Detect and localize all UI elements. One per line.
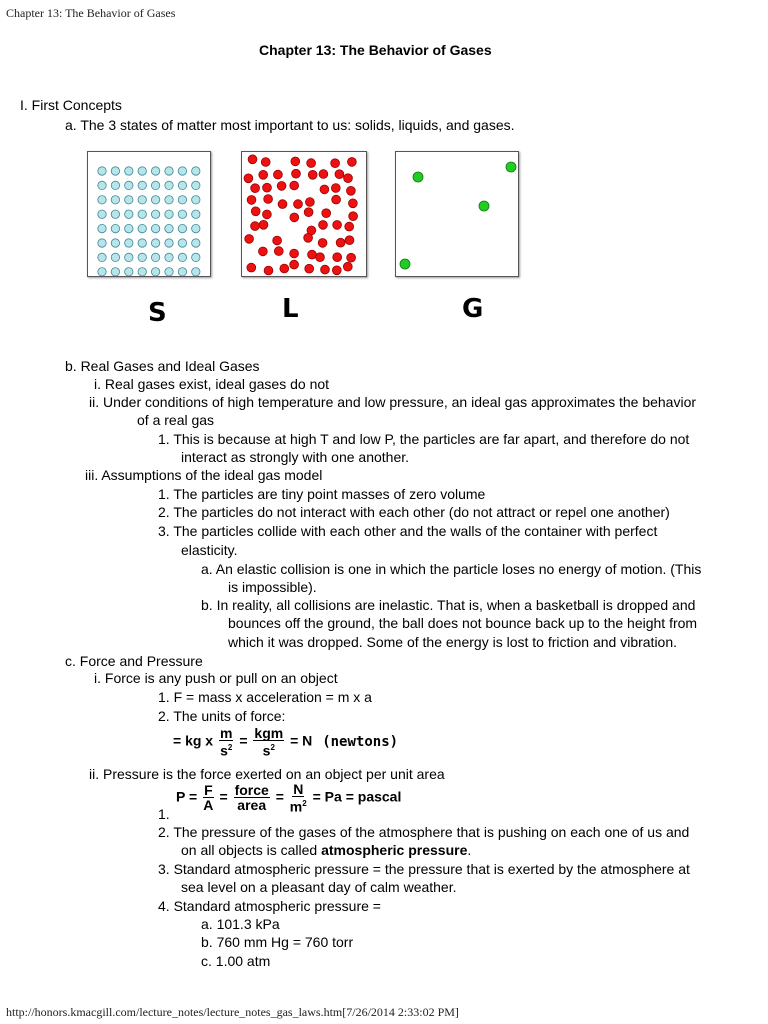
solid-particle (111, 239, 119, 247)
liquid-particle (333, 221, 342, 230)
liquid-particles-diagram (242, 152, 366, 276)
den-base: s (220, 742, 228, 759)
solid-particle (178, 181, 186, 189)
solid-particle (151, 253, 159, 261)
solid-particle (192, 268, 200, 276)
solid-particle (125, 181, 133, 189)
liquid-particle (290, 181, 299, 190)
solid-particle (98, 210, 106, 218)
liquid-particle (274, 247, 283, 256)
liquid-particle (349, 212, 358, 221)
numerator: kgm (254, 725, 284, 741)
list-item: i. Real gases exist, ideal gases do not (94, 376, 330, 392)
gas-particle (400, 259, 410, 269)
liquid-particle (259, 220, 268, 229)
liquid-particle (347, 186, 356, 195)
liquid-particle (304, 208, 313, 217)
solid-particle (111, 196, 119, 204)
den-base: m (289, 798, 303, 815)
liquid-particle (345, 236, 354, 245)
exponent: 2 (302, 799, 307, 808)
eq-term-n: N (302, 732, 313, 749)
list-item: 2. The pressure of the gases of the atmosphere that is pushing on each one of us and (158, 824, 690, 840)
liquid-particle (259, 247, 268, 256)
solid-particle (192, 196, 200, 204)
list-item: 1. The particles are tiny point masses of zero volume (158, 486, 486, 502)
denominator (220, 741, 232, 758)
liquid-particle (251, 184, 260, 193)
den-base: s (262, 742, 271, 759)
solid-particle (138, 253, 146, 261)
solid-particle (125, 253, 133, 261)
denominator: A (203, 797, 214, 814)
liquid-particle (322, 209, 331, 218)
fraction-n-over-m2 (290, 782, 307, 814)
page-header-label: Chapter 13: The Behavior of Gases (6, 6, 176, 20)
exponent: 2 (270, 743, 275, 752)
solid-particle (165, 210, 173, 218)
liquid-particle (307, 159, 316, 168)
gas-particle (506, 162, 516, 172)
list-item-number: 1. (158, 806, 170, 822)
list-item: 2. The particles do not interact with each other (do not attract or repel one another) (158, 504, 670, 520)
solid-particle (165, 181, 173, 189)
denominator (263, 741, 275, 758)
solid-particle (125, 196, 133, 204)
solid-particle (111, 268, 119, 276)
liquid-particle (263, 183, 272, 192)
liquid-particle (308, 250, 317, 259)
liquid-particle (277, 182, 286, 191)
fraction-f-over-a (203, 783, 214, 812)
solid-particle (138, 167, 146, 175)
list-item: 2. The units of force: (158, 708, 286, 724)
solid-particle (178, 167, 186, 175)
solid-particle (165, 224, 173, 232)
liquid-label: L (282, 294, 299, 324)
liquid-particle (344, 174, 353, 183)
solid-particle (178, 253, 186, 261)
solid-particle (178, 210, 186, 218)
solid-particle (138, 268, 146, 276)
liquid-particle (248, 155, 257, 164)
force-units-equation (173, 726, 398, 758)
solid-particle (151, 210, 159, 218)
liquid-particle (349, 199, 358, 208)
list-item: 1. F = mass x acceleration = m x a (158, 689, 372, 705)
solid-particle (125, 268, 133, 276)
eq-pascal-label: pascal (357, 788, 402, 805)
list-item-continuation: which it was dropped. Some of the energy is lost to friction and vibration. (228, 634, 678, 650)
liquid-particle (332, 195, 341, 204)
pressure-equation (176, 782, 401, 814)
solid-particle (165, 196, 173, 204)
liquid-particle (305, 264, 314, 273)
liquid-particle (290, 260, 299, 269)
list-item-continuation: sea level on a pleasant day of calm weather. (181, 879, 457, 895)
liquid-particle (264, 195, 273, 204)
list-item: b. In reality, all collisions are inelastic. That is, when a basketball is dropped and (201, 597, 696, 613)
liquid-particle (247, 263, 256, 272)
liquid-particle (261, 158, 270, 167)
list-item: ii. Pressure is the force exerted on an object per unit area (89, 766, 445, 782)
liquid-particle-box (241, 151, 367, 277)
numerator: force (234, 782, 269, 799)
solid-particle (98, 181, 106, 189)
liquid-particle (273, 236, 282, 245)
liquid-particle (343, 262, 352, 271)
solid-particle (151, 181, 159, 189)
page-footer-url: http://honors.kmacgill.com/lecture_notes/lecture_notes_gas_laws.htm[7/26/2014 2:33:02 PM] (6, 1005, 459, 1019)
liquid-particle (306, 198, 315, 207)
eq-term-kg: kg x (185, 732, 214, 749)
liquid-particle (290, 213, 299, 222)
liquid-particle (347, 253, 356, 262)
solid-particle (192, 239, 200, 247)
solid-particle (151, 268, 159, 276)
solid-particle (151, 167, 159, 175)
solid-particle (111, 181, 119, 189)
solid-particle (165, 253, 173, 261)
fraction-m-over-s2 (219, 726, 233, 758)
list-item: b. Real Gases and Ideal Gases (65, 358, 260, 374)
solid-particle (138, 210, 146, 218)
eq-term-pa: Pa (324, 788, 342, 805)
solid-label: S (148, 298, 167, 328)
liquid-particle (336, 238, 345, 247)
eq-sign: = (290, 732, 299, 749)
list-item: 1. This is because at high T and low P, the particles are far apart, and therefore do not (158, 431, 690, 447)
list-item: 3. The particles collide with each other and the walls of the container with perfect (158, 523, 658, 539)
liquid-particle (263, 210, 272, 219)
list-item-continuation: of a real gas (137, 412, 215, 428)
solid-particle (138, 239, 146, 247)
solid-particle (178, 268, 186, 276)
liquid-particle (331, 159, 340, 168)
exponent: 2 (227, 743, 233, 752)
text-run: . (467, 842, 472, 858)
list-item: c. 1.00 atm (201, 953, 271, 969)
solid-particle (178, 224, 186, 232)
numerator: F (204, 782, 213, 799)
liquid-particle (292, 169, 301, 178)
list-item: a. The 3 states of matter most important to us: solids, liquids, and gases. (65, 117, 515, 133)
list-item: c. Force and Pressure (65, 653, 203, 669)
liquid-particle (345, 222, 354, 231)
solid-particle (138, 196, 146, 204)
liquid-particle (278, 200, 287, 209)
page-title: Chapter 13: The Behavior of Gases (259, 42, 492, 58)
solid-particle (125, 210, 133, 218)
liquid-particle (259, 170, 268, 179)
denominator: area (237, 797, 267, 814)
denominator (290, 797, 307, 814)
solid-particle (178, 196, 186, 204)
list-item-continuation: elasticity. (181, 542, 238, 558)
solid-particle (98, 253, 106, 261)
solid-particle (178, 239, 186, 247)
solid-particle (192, 253, 200, 261)
liquid-particle (274, 170, 283, 179)
solid-particle (192, 181, 200, 189)
list-item: i. Force is any push or pull on an object (94, 670, 338, 686)
solid-particle (165, 268, 173, 276)
eq-sign: = (239, 732, 248, 749)
list-item-continuation: interact as strongly with one another. (181, 449, 410, 465)
gas-particle-box (395, 151, 519, 277)
list-item: a. 101.3 kPa (201, 916, 280, 932)
numerator: N (293, 781, 304, 797)
solid-particle (125, 239, 133, 247)
solid-particles-diagram (88, 152, 210, 276)
liquid-particle (244, 174, 253, 183)
eq-sign: = (173, 732, 182, 749)
solid-particle (111, 210, 119, 218)
liquid-particle (304, 233, 313, 242)
fraction-force-over-area (234, 783, 270, 812)
liquid-particle (331, 184, 340, 193)
solid-particle (151, 224, 159, 232)
list-item: 3. Standard atmospheric pressure = the pressure that is exerted by the atmosphere at (158, 861, 690, 877)
liquid-particle (294, 200, 303, 209)
solid-particle (165, 239, 173, 247)
solid-particle (111, 253, 119, 261)
solid-particle (111, 224, 119, 232)
eq-sign: = (188, 788, 198, 805)
liquid-particle (335, 170, 344, 179)
liquid-particle (245, 235, 254, 244)
solid-particle (98, 268, 106, 276)
liquid-particle (251, 207, 260, 216)
liquid-particle (319, 221, 328, 230)
gas-particles-diagram (396, 152, 518, 276)
solid-particle (98, 196, 106, 204)
solid-particle (98, 224, 106, 232)
liquid-particle (320, 185, 329, 194)
liquid-particle (321, 265, 330, 274)
eq-newtons-label: (newtons) (322, 733, 399, 750)
eq-sign: = (219, 788, 228, 805)
solid-particle (125, 224, 133, 232)
list-item: ii. Under conditions of high temperature and low pressure, an ideal gas approximates the behavior (89, 394, 697, 410)
liquid-particle (332, 266, 341, 275)
liquid-particle (318, 239, 327, 248)
numerator: m (219, 725, 233, 741)
solid-particle (138, 181, 146, 189)
eq-sign: = (345, 788, 354, 805)
solid-particle (165, 167, 173, 175)
liquid-particle (316, 253, 325, 262)
solid-particle (192, 210, 200, 218)
liquid-particle (333, 253, 342, 262)
bold-term: atmospheric pressure (321, 842, 468, 858)
liquid-particle (319, 170, 328, 179)
list-item: a. An elastic collision is one in which the particle loses no energy of motion. (This (201, 561, 702, 577)
liquid-particle (264, 266, 273, 275)
eq-term-p: P (176, 788, 186, 805)
gas-particle (479, 201, 489, 211)
list-item: 4. Standard atmospheric pressure = (158, 898, 381, 914)
solid-particle (151, 196, 159, 204)
liquid-particle (280, 264, 289, 273)
solid-particle (125, 167, 133, 175)
liquid-particle (348, 158, 357, 167)
solid-particle (138, 224, 146, 232)
eq-sign: = (312, 788, 321, 805)
list-item-continuation: is impossible). (228, 579, 317, 595)
list-item: b. 760 mm Hg = 760 torr (201, 934, 354, 950)
solid-particle (192, 167, 200, 175)
solid-particle (98, 167, 106, 175)
list-item: iii. Assumptions of the ideal gas model (85, 467, 323, 483)
list-item-continuation: bounces off the ground, the ball does not bounce back up to the height from (228, 615, 698, 631)
liquid-particle (308, 170, 317, 179)
liquid-particle (291, 157, 300, 166)
solid-particle (151, 239, 159, 247)
solid-particle-box (87, 151, 211, 277)
solid-particle (192, 224, 200, 232)
fraction-kgm-over-s2 (253, 726, 284, 758)
list-item-continuation (181, 841, 471, 859)
solid-particle (98, 239, 106, 247)
solid-particle (111, 167, 119, 175)
liquid-particle (290, 249, 299, 258)
gas-particle (413, 172, 423, 182)
section-heading: I. First Concepts (20, 97, 122, 113)
liquid-particle (251, 222, 260, 231)
text-run: on all objects is called (181, 842, 322, 858)
gas-label: G (462, 294, 484, 324)
eq-sign: = (275, 788, 284, 805)
liquid-particle (247, 196, 256, 205)
